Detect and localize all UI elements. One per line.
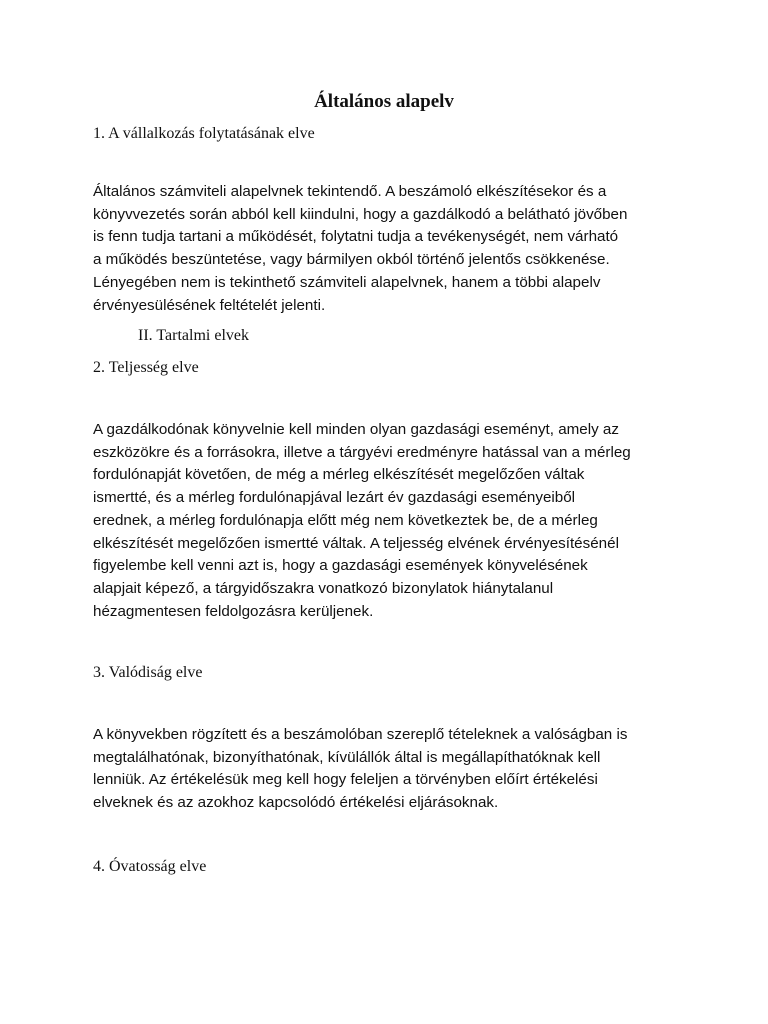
paragraph-line: alapjait képező, a tárgyidőszakra vonatkozó bizonylatok hiánytalanul bbox=[93, 579, 554, 597]
document-title: Általános alapelv bbox=[314, 91, 454, 112]
paragraph-line: Általános számviteli alapelvnek tekintendő. A beszámoló elkészítésekor és a bbox=[93, 183, 607, 200]
paragraph-line: könyvvezetés során abból kell kiindulni, hogy a gazdálkodó a belátható jövőben bbox=[93, 205, 628, 223]
paragraph-line: elkészítését megelőzően ismertté váltak. A teljesség elvének érvényesítésénél bbox=[93, 534, 619, 552]
paragraph-line: figyelembe kell venni azt is, hogy a gazdasági események könyvelésének bbox=[93, 557, 588, 575]
paragraph-line: a működés beszüntetése, vagy bármilyen okból történő jelentős csökkenése. bbox=[93, 251, 610, 269]
section-heading-1: 1. A vállalkozás folytatásának elve bbox=[93, 125, 315, 142]
paragraph-line: Lényegében nem is tekinthető számviteli alapelvnek, hanem a többi alapelv bbox=[93, 273, 601, 291]
paragraph-line: hézagmentesen feldolgozásra kerüljenek. bbox=[93, 602, 374, 620]
section-paragraph-2 bbox=[93, 419, 683, 623]
paragraph-line: fordulónapját követően, de még a mérleg elkészítését megelőzően váltak bbox=[93, 466, 585, 484]
paragraph-line: A gazdálkodónak könyvelnie kell minden olyan gazdasági eseményt, amely az bbox=[93, 421, 619, 438]
paragraph-line: A könyvekben rögzített és a beszámolóban szereplő tételeknek a valóságban is bbox=[93, 726, 628, 743]
paragraph-line: eszközökre és a forrásokra, illetve a tárgyévi eredményre hatással van a mérleg bbox=[93, 443, 631, 461]
subheading-tartalmi-elvek: II. Tartalmi elvek bbox=[138, 327, 249, 344]
paragraph-line: ismertté, és a mérleg fordulónapjával lezárt év gazdasági eseményeiből bbox=[93, 489, 576, 507]
section-heading-4: 4. Óvatosság elve bbox=[93, 858, 207, 875]
section-heading-3: 3. Valódiság elve bbox=[93, 664, 203, 681]
paragraph-line: lenniük. Az értékelésük meg kell hogy feleljen a törvényben előírt értékelési bbox=[93, 771, 598, 789]
section-paragraph-3 bbox=[93, 724, 683, 815]
paragraph-line: megtalálhatónak, bizonyíthatónak, kívülállók által is megállapíthatóknak kell bbox=[93, 748, 601, 766]
paragraph-line: elveknek és az azokhoz kapcsolódó értékelési eljárásoknak. bbox=[93, 794, 499, 812]
paragraph-line: is fenn tudja tartani a működését, folytatni tudja a tevékenységét, nem várható bbox=[93, 228, 619, 246]
section-heading-2: 2. Teljesség elve bbox=[93, 359, 199, 376]
section-paragraph-1 bbox=[93, 181, 683, 317]
paragraph-line: erednek, a mérleg fordulónapja előtt még nem következtek be, de a mérleg bbox=[93, 511, 598, 529]
paragraph-line: érvényesülésének feltételét jelenti. bbox=[93, 296, 326, 314]
